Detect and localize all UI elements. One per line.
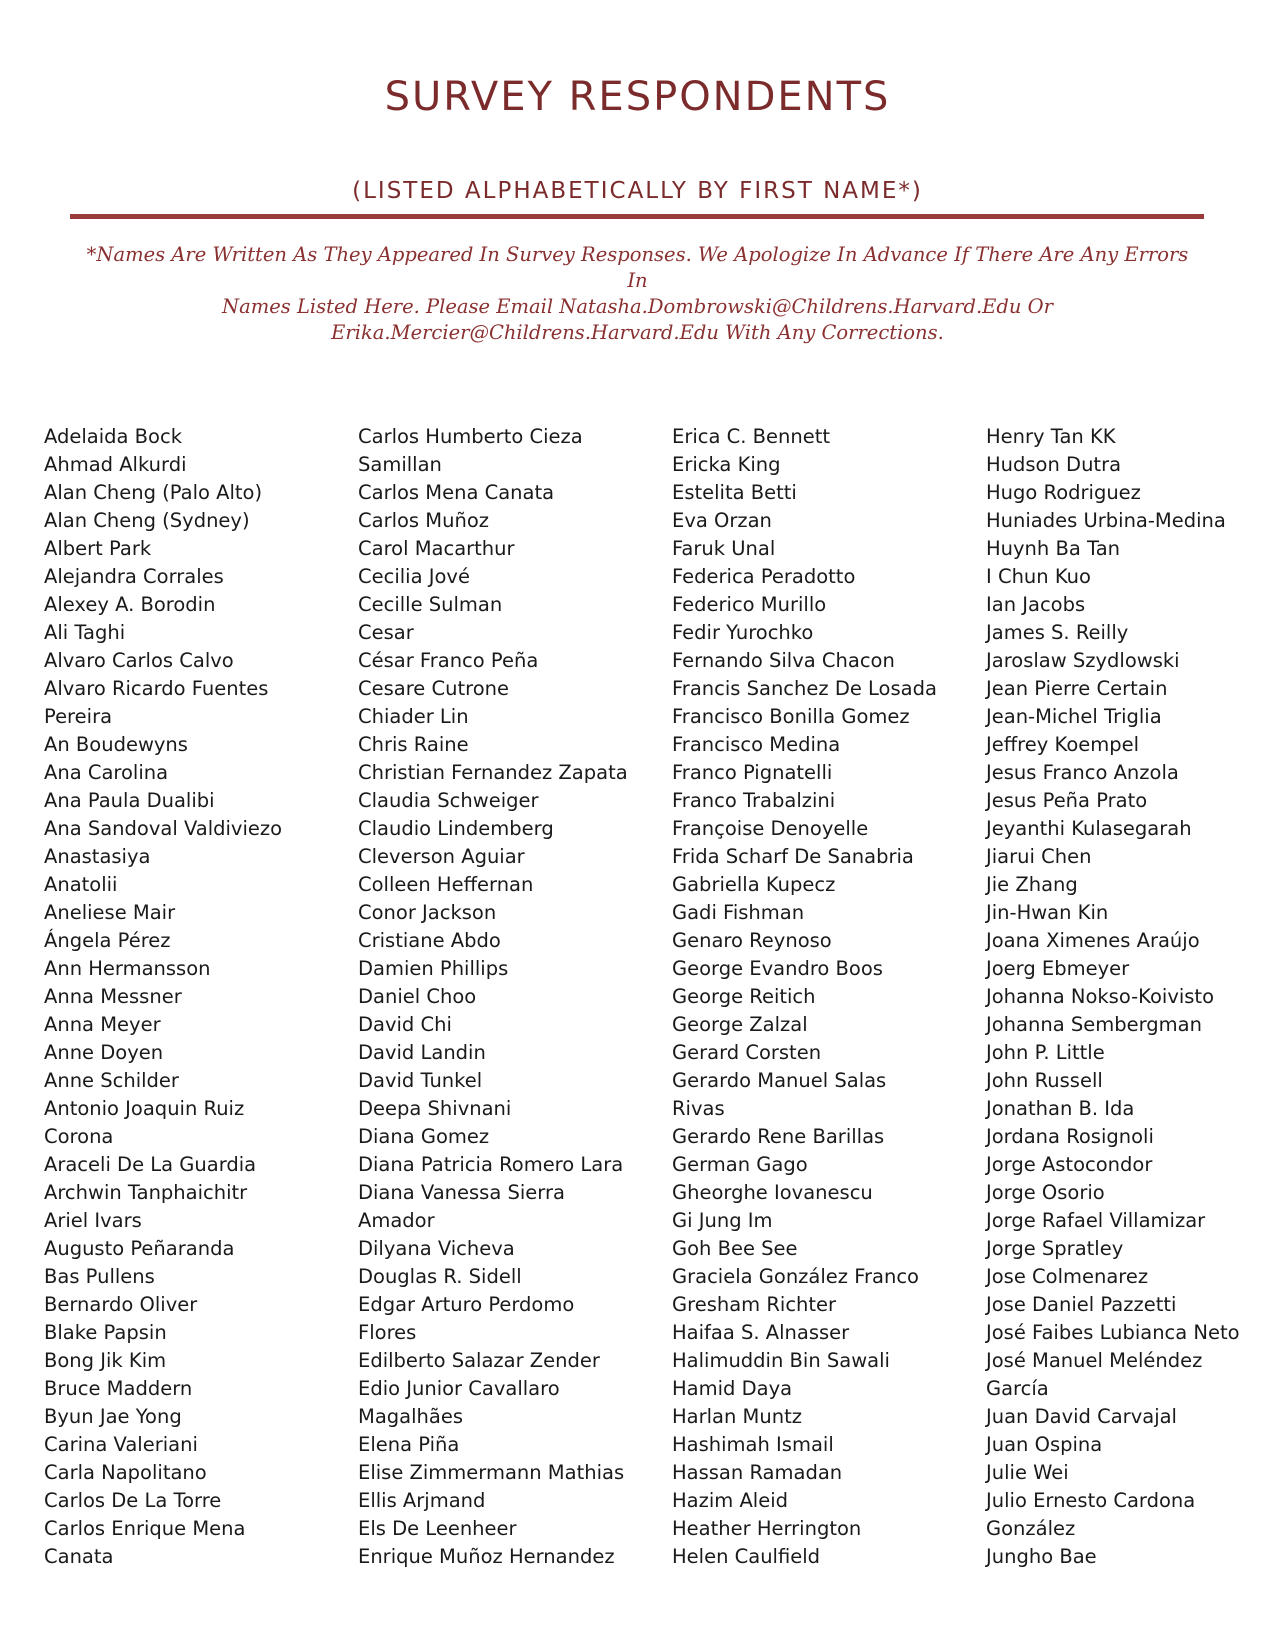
- respondent-name: Edilberto Salazar Zender: [358, 1349, 600, 1372]
- respondent-name: Heather Herrington: [672, 1517, 862, 1540]
- respondent-name: Carlos Enrique Mena: [44, 1517, 246, 1540]
- respondent-name: Jin-Hwan Kin: [986, 901, 1109, 924]
- respondent-name: García: [986, 1377, 1049, 1400]
- divider: [70, 214, 1204, 219]
- respondent-name: Alan Cheng (Sydney): [44, 509, 250, 532]
- respondent-name: Juan Ospina: [986, 1433, 1103, 1456]
- respondent-name: Hugo Rodriguez: [986, 481, 1141, 504]
- respondent-name: Julio Ernesto Cardona: [986, 1489, 1196, 1512]
- respondent-name: Gabriella Kupecz: [672, 873, 836, 896]
- respondent-name: Anastasiya: [44, 845, 151, 868]
- respondent-name: Jaroslaw Szydlowski: [986, 649, 1180, 672]
- respondent-name: Jorge Rafael Villamizar: [986, 1209, 1206, 1232]
- respondent-name: Jeyanthi Kulasegarah: [986, 817, 1192, 840]
- respondent-name: Claudio Lindemberg: [358, 817, 554, 840]
- respondent-name: Alvaro Ricardo Fuentes: [44, 677, 269, 700]
- respondent-name: Johanna Sembergman: [986, 1013, 1202, 1036]
- respondent-name: Anne Schilder: [44, 1069, 179, 1092]
- respondent-name: Elena Piña: [358, 1433, 460, 1456]
- respondent-name: Jose Daniel Pazzetti: [986, 1293, 1177, 1316]
- respondent-name: Blake Papsin: [44, 1321, 167, 1344]
- respondent-name: Françoise Denoyelle: [672, 817, 869, 840]
- respondent-name: Carol Macarthur: [358, 537, 515, 560]
- respondent-name: Gheorghe Iovanescu: [672, 1181, 873, 1204]
- respondent-name: Frida Scharf De Sanabria: [672, 845, 914, 868]
- respondent-name: Rivas: [672, 1097, 725, 1120]
- respondent-name: Anne Doyen: [44, 1041, 164, 1064]
- respondent-name: Jose Colmenarez: [986, 1265, 1149, 1288]
- respondent-name: Cecilia Jové: [358, 565, 470, 588]
- respondent-name: Federica Peradotto: [672, 565, 856, 588]
- respondent-name: Carina Valeriani: [44, 1433, 198, 1456]
- respondent-name: Jean Pierre Certain: [986, 677, 1168, 700]
- respondent-name: Jorge Osorio: [986, 1181, 1105, 1204]
- respondent-name: Gerardo Rene Barillas: [672, 1125, 885, 1148]
- respondent-name: Ellis Arjmand: [358, 1489, 486, 1512]
- respondent-name: David Landin: [358, 1041, 486, 1064]
- respondent-name: Carla Napolitano: [44, 1461, 207, 1484]
- respondent-name: Jesus Peña Prato: [986, 789, 1148, 812]
- respondent-name: David Tunkel: [358, 1069, 483, 1092]
- respondent-name: Eva Orzan: [672, 509, 772, 532]
- respondent-name: Samillan: [358, 453, 442, 476]
- respondent-name: Conor Jackson: [358, 901, 497, 924]
- respondent-name: Corona: [44, 1125, 114, 1148]
- respondent-name: González: [986, 1517, 1076, 1540]
- respondent-name: John Russell: [986, 1069, 1103, 1092]
- respondent-name: Chris Raine: [358, 733, 469, 756]
- respondent-name: Harlan Muntz: [672, 1405, 802, 1428]
- respondent-name: Alejandra Corrales: [44, 565, 224, 588]
- respondent-name: Christian Fernandez Zapata: [358, 761, 628, 784]
- respondent-name: Joana Ximenes Araújo: [986, 929, 1200, 952]
- respondent-name: Pereira: [44, 705, 113, 728]
- respondent-name: Amador: [358, 1209, 435, 1232]
- respondent-name: Dilyana Vicheva: [358, 1237, 515, 1260]
- respondent-name: Franco Trabalzini: [672, 789, 836, 812]
- respondent-name: Jiarui Chen: [986, 845, 1092, 868]
- respondent-name: Erica C. Bennett: [672, 425, 831, 448]
- respondent-name: Augusto Peñaranda: [44, 1237, 235, 1260]
- respondent-name: Edio Junior Cavallaro: [358, 1377, 560, 1400]
- page-title: SURVEY RESPONDENTS: [384, 74, 891, 120]
- name-column: [44, 423, 358, 1571]
- respondent-name: Bruce Maddern: [44, 1377, 193, 1400]
- respondent-name: Genaro Reynoso: [672, 929, 832, 952]
- respondent-name: Aneliese Mair: [44, 901, 176, 924]
- respondent-name: Ángela Pérez: [44, 929, 171, 952]
- note-line: Names Listed Here. Please Email Natasha.Dombrowski@Childrens.Harvard.Edu Or: [222, 295, 1053, 318]
- respondent-name: Chiader Lin: [358, 705, 469, 728]
- respondent-name: I Chun Kuo: [986, 565, 1091, 588]
- respondent-name: Ahmad Alkurdi: [44, 453, 187, 476]
- respondent-name: Elise Zimmermann Mathias: [358, 1461, 625, 1484]
- name-column: [672, 423, 986, 1571]
- respondent-name: Huynh Ba Tan: [986, 537, 1120, 560]
- respondent-name: Goh Bee See: [672, 1237, 798, 1260]
- respondent-name: Carlos Humberto Cieza: [358, 425, 583, 448]
- respondent-name: Hudson Dutra: [986, 453, 1122, 476]
- respondent-name: Hashimah Ismail: [672, 1433, 834, 1456]
- name-column: [986, 423, 1275, 1571]
- respondent-name: David Chi: [358, 1013, 452, 1036]
- respondent-name: Faruk Unal: [672, 537, 776, 560]
- respondent-name: Daniel Choo: [358, 985, 477, 1008]
- respondent-name: Jordana Rosignoli: [986, 1125, 1154, 1148]
- respondent-name: Alan Cheng (Palo Alto): [44, 481, 263, 504]
- respondent-name: Adelaida Bock: [44, 425, 183, 448]
- respondent-name: Flores: [358, 1321, 417, 1344]
- respondent-name: Bas Pullens: [44, 1265, 155, 1288]
- respondent-list: [44, 423, 1254, 1571]
- respondent-name: Graciela González Franco: [672, 1265, 919, 1288]
- respondent-name: Antonio Joaquin Ruiz: [44, 1097, 245, 1120]
- respondent-name: Cesare Cutrone: [358, 677, 510, 700]
- respondent-name: Cesar: [358, 621, 414, 644]
- respondent-name: Jesus Franco Anzola: [986, 761, 1179, 784]
- note-line: *Names Are Written As They Appeared In Survey Responses. We Apologize In Advance If There Are Any Errors In: [86, 243, 1189, 292]
- respondent-name: Jean-Michel Triglia: [986, 705, 1162, 728]
- respondent-name: Hamid Daya: [672, 1377, 793, 1400]
- respondent-name: Bernardo Oliver: [44, 1293, 198, 1316]
- respondent-name: Diana Gomez: [358, 1125, 490, 1148]
- respondent-name: Diana Vanessa Sierra: [358, 1181, 565, 1204]
- respondent-name: Jorge Spratley: [986, 1237, 1124, 1260]
- respondent-name: Francisco Bonilla Gomez: [672, 705, 910, 728]
- respondent-name: Jie Zhang: [986, 873, 1078, 896]
- respondent-name: Henry Tan KK: [986, 425, 1116, 448]
- respondent-name: Cristiane Abdo: [358, 929, 501, 952]
- respondent-name: Douglas R. Sidell: [358, 1265, 522, 1288]
- page-subtitle: (LISTED ALPHABETICALLY BY FIRST NAME*): [352, 178, 923, 204]
- note-line: Erika.Mercier@Childrens.Harvard.Edu With Any Corrections.: [331, 321, 944, 344]
- respondent-name: Gadi Fishman: [672, 901, 805, 924]
- respondent-name: Haifaa S. Alnasser: [672, 1321, 850, 1344]
- respondent-name: José Faibes Lubianca Neto: [986, 1321, 1240, 1344]
- respondent-name: Archwin Tanphaichitr: [44, 1181, 248, 1204]
- respondent-name: Els De Leenheer: [358, 1517, 517, 1540]
- respondent-name: Johanna Nokso-Koivisto: [986, 985, 1215, 1008]
- respondent-name: Cecille Sulman: [358, 593, 503, 616]
- respondent-name: Anatolii: [44, 873, 118, 896]
- respondent-name: Francisco Medina: [672, 733, 841, 756]
- respondent-name: German Gago: [672, 1153, 808, 1176]
- respondent-name: Julie Wei: [986, 1461, 1069, 1484]
- respondent-name: Jeffrey Koempel: [986, 733, 1140, 756]
- respondent-name: Colleen Heffernan: [358, 873, 534, 896]
- respondent-name: Diana Patricia Romero Lara: [358, 1153, 624, 1176]
- respondent-name: Ian Jacobs: [986, 593, 1086, 616]
- respondent-name: Enrique Muñoz Hernandez: [358, 1545, 615, 1568]
- respondent-name: Alvaro Carlos Calvo: [44, 649, 234, 672]
- respondent-name: Ann Hermansson: [44, 957, 211, 980]
- respondent-name: Jungho Bae: [986, 1545, 1097, 1568]
- respondent-name: Hazim Aleid: [672, 1489, 789, 1512]
- respondent-name: Claudia Schweiger: [358, 789, 539, 812]
- respondent-name: Juan David Carvajal: [986, 1405, 1177, 1428]
- respondent-name: Magalhães: [358, 1405, 463, 1428]
- respondent-name: Canata: [44, 1545, 114, 1568]
- respondent-name: Ericka King: [672, 453, 781, 476]
- respondent-name: Franco Pignatelli: [672, 761, 833, 784]
- respondent-name: Huniades Urbina-Medina: [986, 509, 1226, 532]
- respondent-name: Byun Jae Yong: [44, 1405, 182, 1428]
- respondent-name: Gi Jung Im: [672, 1209, 773, 1232]
- respondent-name: Gresham Richter: [672, 1293, 837, 1316]
- respondent-name: Gerard Corsten: [672, 1041, 822, 1064]
- respondent-name: Ali Taghi: [44, 621, 126, 644]
- respondent-name: Francis Sanchez De Losada: [672, 677, 937, 700]
- respondent-name: Alexey A. Borodin: [44, 593, 216, 616]
- name-column: [358, 423, 672, 1571]
- respondent-name: Cleverson Aguiar: [358, 845, 525, 868]
- respondent-name: Ana Carolina: [44, 761, 169, 784]
- respondent-name: Ana Paula Dualibi: [44, 789, 215, 812]
- respondent-name: George Zalzal: [672, 1013, 808, 1036]
- respondent-name: Bong Jik Kim: [44, 1349, 167, 1372]
- respondent-name: Helen Caulfield: [672, 1545, 821, 1568]
- respondent-name: Hassan Ramadan: [672, 1461, 843, 1484]
- respondent-name: Fedir Yurochko: [672, 621, 814, 644]
- respondent-name: Carlos Muñoz: [358, 509, 489, 532]
- respondent-name: James S. Reilly: [986, 621, 1129, 644]
- respondent-name: Federico Murillo: [672, 593, 827, 616]
- respondent-name: Araceli De La Guardia: [44, 1153, 257, 1176]
- respondent-name: Edgar Arturo Perdomo: [358, 1293, 575, 1316]
- respondent-name: Anna Meyer: [44, 1013, 161, 1036]
- respondent-name: Joerg Ebmeyer: [986, 957, 1130, 980]
- respondent-name: George Reitich: [672, 985, 816, 1008]
- respondent-name: Fernando Silva Chacon: [672, 649, 895, 672]
- respondent-name: Damien Phillips: [358, 957, 509, 980]
- respondent-name: Jonathan B. Ida: [986, 1097, 1135, 1120]
- respondent-name: Carlos De La Torre: [44, 1489, 222, 1512]
- respondent-name: Estelita Betti: [672, 481, 797, 504]
- respondent-name: Halimuddin Bin Sawali: [672, 1349, 890, 1372]
- respondent-name: Gerardo Manuel Salas: [672, 1069, 887, 1092]
- respondent-name: Anna Messner: [44, 985, 182, 1008]
- respondent-name: George Evandro Boos: [672, 957, 883, 980]
- respondent-name: Deepa Shivnani: [358, 1097, 512, 1120]
- respondent-name: An Boudewyns: [44, 733, 188, 756]
- respondent-name: César Franco Peña: [358, 649, 539, 672]
- respondent-name: Albert Park: [44, 537, 152, 560]
- respondent-name: Carlos Mena Canata: [358, 481, 555, 504]
- respondent-name: John P. Little: [986, 1041, 1105, 1064]
- respondent-name: Jorge Astocondor: [986, 1153, 1153, 1176]
- respondent-name: Ariel Ivars: [44, 1209, 142, 1232]
- disclaimer-note: [80, 242, 1195, 346]
- respondent-name: José Manuel Meléndez: [986, 1349, 1203, 1372]
- respondent-name: Ana Sandoval Valdiviezo: [44, 817, 283, 840]
